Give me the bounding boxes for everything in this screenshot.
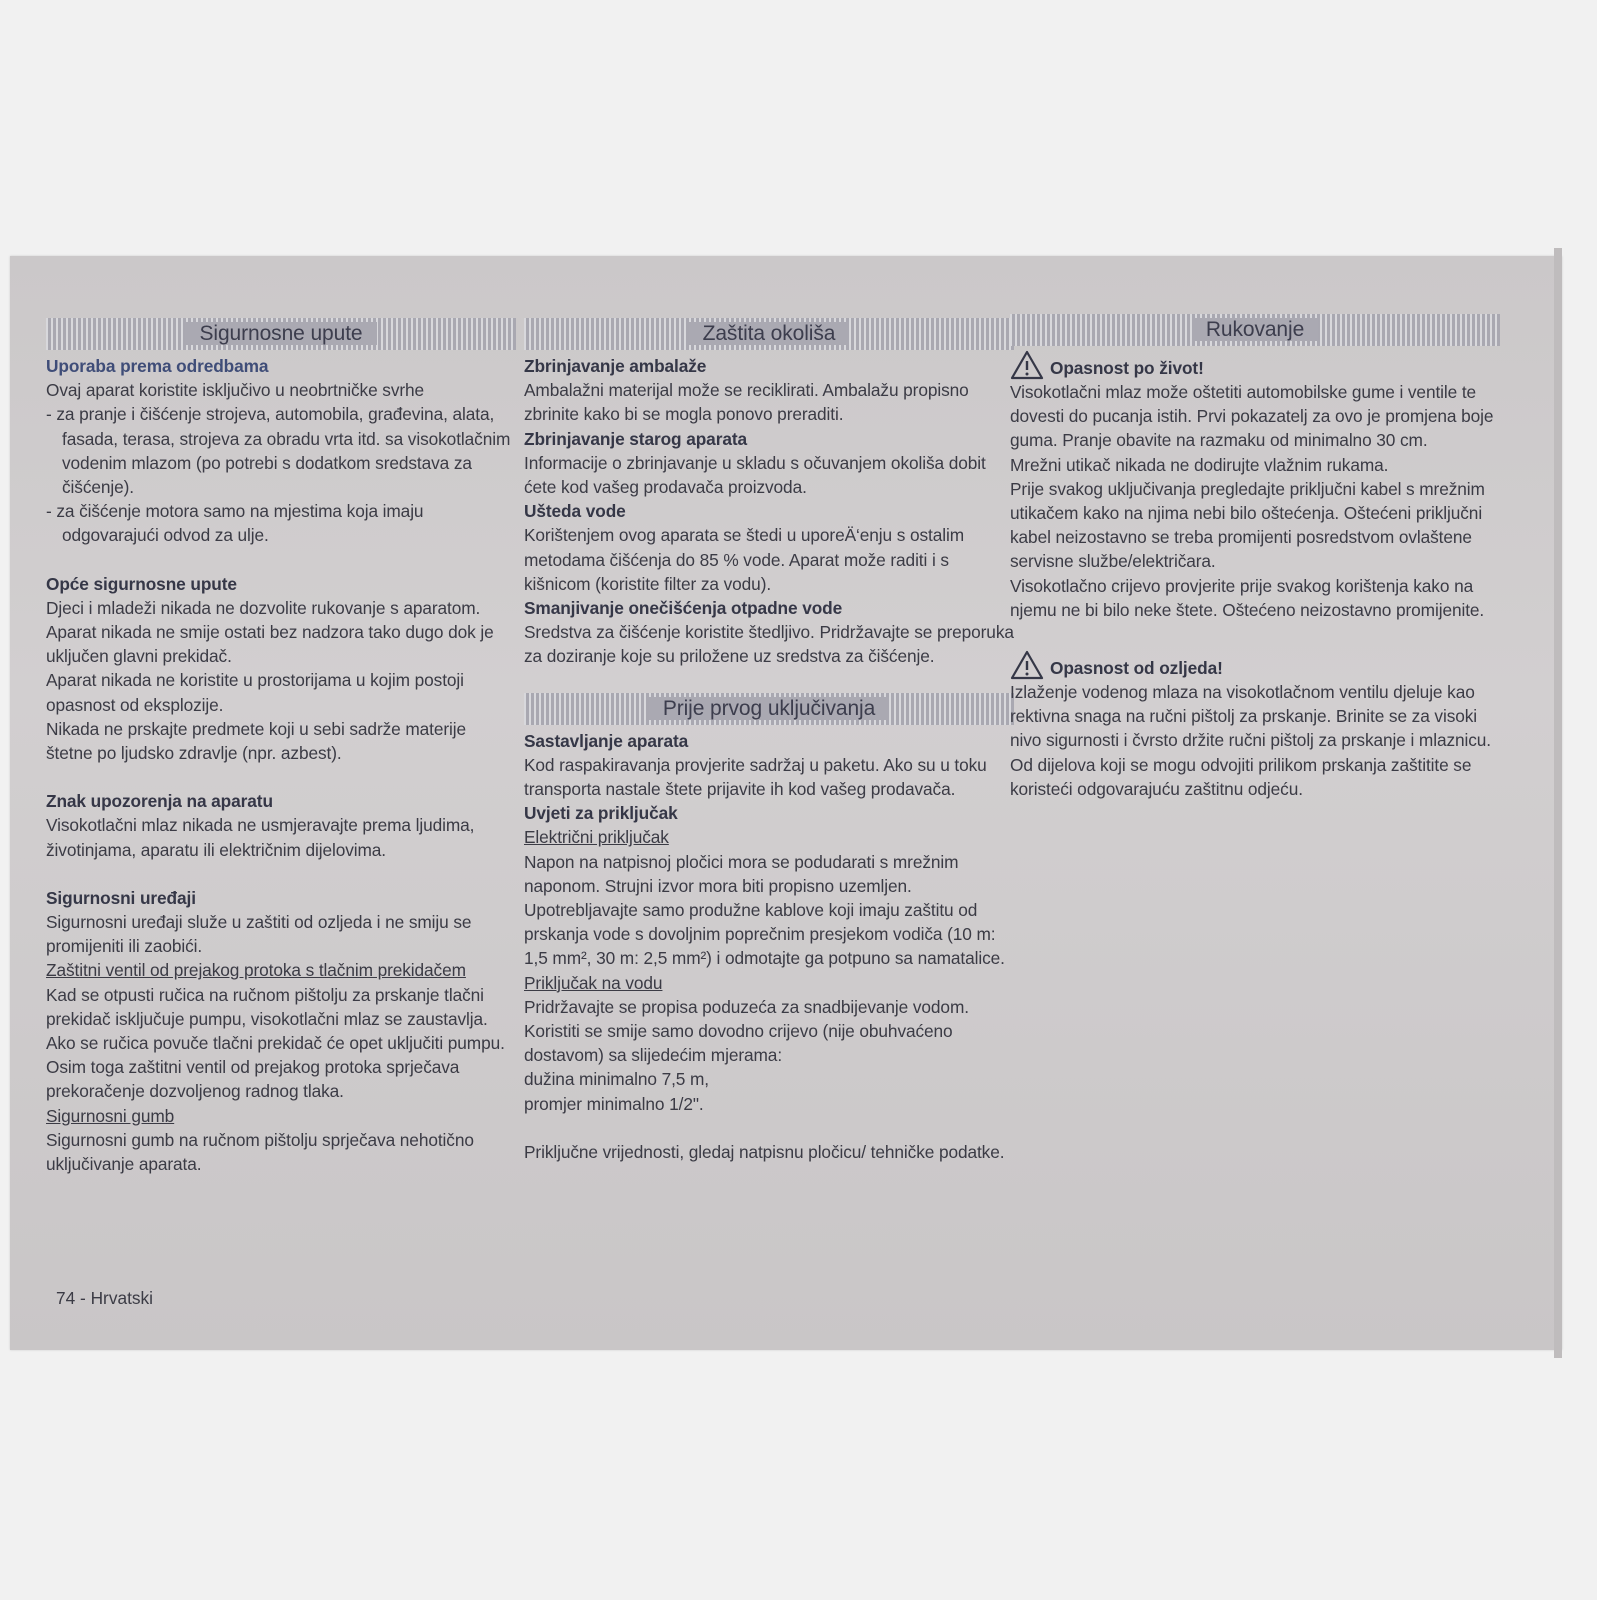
heading-intended-use: Uporaba prema odredbama (46, 356, 269, 376)
warning-heading (1010, 350, 1500, 380)
paragraph: Mrežni utikač nikada ne dodirujte vlažnim rukama. (1010, 454, 1389, 475)
paragraph: Korištenjem ovog aparata se štedi u uporeÄ‘enju s ostalim metodama čišćenja do 85 % vode. Aparat može raditi i s kišnicom (koristite filter za vodu). (524, 525, 965, 594)
banner-title: Sigurnosne upute (185, 322, 376, 345)
paragraph: Djeci i mladeži nikada ne dozvolite rukovanje s aparatom. (46, 597, 481, 618)
heading-safety-devices: Sigurnosni uređaji (46, 887, 196, 908)
heading-water-saving: Ušteda vode (524, 501, 626, 522)
banner-title: Zaštita okoliša (689, 322, 850, 345)
heading-waste-water: Smanjivanje onečišćenja otpadne vode (524, 598, 843, 619)
paragraph: Izlaženje vodenog mlaza na visokotlačnom ventilu djeluje kao rektivna snaga na ručni pištolj za prskanje. Brinite se za visoki nivo sigurnosti i čvrsto držite ručni pištolj za prskanje i mlaznicu. (1010, 682, 1492, 751)
warning-triangle-icon (1010, 650, 1044, 680)
paragraph: Aparat nikada ne koristite u prostorijama u kojim postoji opasnost od eksplozije. (46, 670, 464, 715)
subheading-electrical: Električni priključak (524, 827, 669, 848)
paragraph: promjer minimalno 1/2". (524, 1093, 704, 1114)
page-number: 74 - Hrvatski (56, 1288, 153, 1308)
paragraph: Aparat nikada ne smije ostati bez nadzora tako dugo dok je uključen glavni prekidač. (46, 622, 494, 667)
paragraph: Visokotlačni mlaz može oštetiti automobilske gume i ventile te dovesti do pucanja istih. Prvi pokazatelj za ovo je promjena boje guma. Pranje obavite na razmaku od minimalno 30 cm. (1010, 382, 1494, 451)
section-banner-safety (46, 318, 516, 350)
paragraph: Sigurnosni gumb na ručnom pištolju sprječava nehotično uključivanje aparata. (46, 1129, 474, 1175)
page-edge (1554, 248, 1562, 1358)
column-environment (524, 318, 1014, 1164)
paragraph: Priključne vrijednosti, gledaj natpisnu pločicu/ tehničke podatke. (524, 1141, 1005, 1162)
paragraph: Koristiti se smije samo dovodno crijevo (nije obuhvaćeno dostavom) sa slijedećim mjerama: (524, 1021, 953, 1066)
paragraph: Osim toga zaštitni ventil od prejakog protoka sprječava prekoračenje dozvoljenog radnog tlaka. (46, 1057, 460, 1102)
heading-old-device: Zbrinjavanje starog aparata (524, 428, 747, 449)
paragraph: Visokotlačno crijevo provjerite prije svakog korištenja kako na njemu ne bi bilo neke štete. Oštećeno neizostavno promijenite. (1010, 575, 1485, 620)
list-item: - za pranje i čišćenje strojeva, automobila, građevina, alata, fasada, terasa, strojeva za obradu vrta itd. sa visokotlačnim vodenim mlazom (po potrebi s dodatkom sredstava za čišćenje). (46, 404, 511, 498)
subheading-water: Priključak na vodu (524, 972, 663, 993)
subheading-overflow-valve: Zaštitni ventil od prejakog protoka s tlačnim prekidačem (46, 960, 466, 981)
paragraph: Ovaj aparat koristite isključivo u neobrtničke svrhe (46, 380, 425, 401)
paragraph: Kad se otpusti ručica na ručnom pištolju za prskanje tlačni prekidač isključuje pumpu, visokotlačni mlaz se zaustavlja. Ako se ručica povuče tlačni prekidač će opet uključiti pumpu. (46, 984, 505, 1054)
column-safety (46, 318, 516, 1176)
paragraph: Visokotlačni mlaz nikada ne usmjeravajte prema ljudima, životinjama, aparatu ili električnim dijelovima. (46, 815, 475, 860)
warning-title-life: Opasnost po život! (1050, 357, 1204, 378)
banner-title: Rukovanje (1192, 318, 1318, 341)
paragraph: Upotrebljavajte samo produžne kablove koji imaju zaštitu od prskanja vode s dovoljnim poprečnim presjekom vodiča (10 m: 1,5 mm², 30 m: 2,5 mm²) i odmotajte ga potpuno sa namatalice. (524, 900, 1005, 969)
section-banner-environment (524, 318, 1014, 350)
warning-heading (1010, 650, 1500, 680)
column-operation (1010, 314, 1500, 801)
paragraph: Napon na natpisnoj pločici mora se podudarati s mrežnim naponom. Strujni izvor mora biti propisno uzemljen. (524, 851, 959, 896)
paragraph: Sredstva za čišćenje koristite štedljivo. Pridržavajte se preporuka za doziranje koje su priložene uz sredstva za čišćenje. (524, 622, 1014, 667)
subheading-safety-button: Sigurnosni gumb (46, 1105, 175, 1126)
section-banner-first-use (524, 693, 1014, 725)
paragraph: Prije svakog uključivanja pregledajte priključni kabel s mrežnim utikačem kako na njima nebi bilo oštećenja. Oštećeni priključni kabel neizostavno se treba promijenti posredstvom ovlaštene servisne službe/električara. (1010, 478, 1485, 572)
paragraph: Kod raspakiravanja provjerite sadržaj u paketu. Ako su u toku transporta nastale štete prijavite ih kod vašeg prodavača. (524, 754, 987, 800)
paragraph: Ambalažni materijal može se reciklirati. Ambalažu propisno zbrinite kako bi se mogla ponovo preraditi. (524, 380, 969, 425)
paragraph: Od dijelova koji se mogu odvojiti prilikom prskanja zaštitite se koristeći odgovarajuću zaštitnu odjeću. (1010, 754, 1472, 799)
manual-page (10, 256, 1562, 1350)
section-banner-operation (1010, 314, 1500, 346)
paragraph: Sigurnosni uređaji služe u zaštiti od ozljeda i ne smiju se promijeniti ili zaobići. (46, 912, 472, 957)
list-item: - za čišćenje motora samo na mjestima koja imaju odgovarajući odvod za ulje. (46, 501, 424, 546)
heading-connection: Uvjeti za priključak (524, 803, 678, 824)
warning-title-injury: Opasnost od ozljeda! (1050, 657, 1223, 678)
heading-packaging: Zbrinjavanje ambalaže (524, 356, 707, 376)
paragraph: Informacije o zbrinjavanje u skladu s očuvanjem okoliša dobit ćete kod vašeg prodavača proizvoda. (524, 452, 986, 498)
paragraph: dužina minimalno 7,5 m, (524, 1069, 710, 1090)
heading-general-safety: Opće sigurnosne upute (46, 573, 237, 594)
paragraph: Nikada ne prskajte predmete koji u sebi sadrže materije štetne po ljudsko zdravlje (npr. azbest). (46, 718, 467, 764)
paragraph: Pridržavajte se propisa poduzeća za snadbijevanje vodom. (524, 996, 969, 1017)
warning-triangle-icon (1010, 350, 1044, 380)
banner-title: Prije prvog uključivanja (649, 697, 889, 720)
heading-assembly: Sastavljanje aparata (524, 730, 689, 751)
heading-warning-sign: Znak upozorenja na aparatu (46, 791, 273, 812)
